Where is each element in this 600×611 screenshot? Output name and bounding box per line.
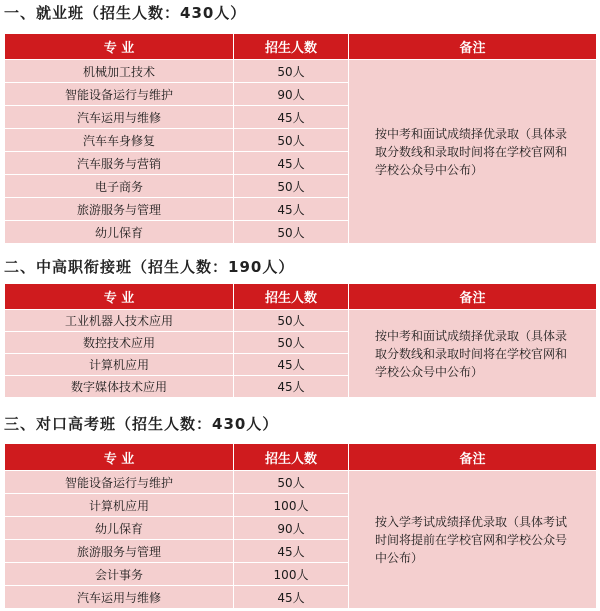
major-name: 幼儿保育 bbox=[5, 221, 234, 244]
header-major: 专 业 bbox=[5, 34, 234, 60]
enrollment-count: 45人 bbox=[234, 376, 349, 398]
major-name: 计算机应用 bbox=[5, 354, 234, 376]
enrollment-count: 45人 bbox=[234, 540, 349, 563]
major-name: 数控技术应用 bbox=[5, 332, 234, 354]
table-header-row bbox=[5, 444, 597, 471]
header-note: 备注 bbox=[349, 284, 597, 310]
major-name: 幼儿保育 bbox=[5, 517, 234, 540]
header-note: 备注 bbox=[349, 444, 597, 471]
employment-class-table bbox=[4, 33, 597, 244]
header-count: 招生人数 bbox=[234, 444, 349, 471]
enrollment-count: 50人 bbox=[234, 332, 349, 354]
enrollment-count: 50人 bbox=[234, 175, 349, 198]
header-major: 专 业 bbox=[5, 444, 234, 471]
header-major: 专 业 bbox=[5, 284, 234, 310]
enrollment-count: 100人 bbox=[234, 494, 349, 517]
table-row bbox=[5, 310, 597, 332]
major-name: 旅游服务与管理 bbox=[5, 198, 234, 221]
admission-note: 按中考和面试成绩择优录取（具体录取分数线和录取时间将在学校官网和学校公众号中公布） bbox=[349, 60, 597, 244]
major-name: 工业机器人技术应用 bbox=[5, 310, 234, 332]
major-name: 电子商务 bbox=[5, 175, 234, 198]
major-name: 旅游服务与管理 bbox=[5, 540, 234, 563]
major-name: 智能设备运行与维护 bbox=[5, 83, 234, 106]
major-name: 机械加工技术 bbox=[5, 60, 234, 83]
enrollment-count: 100人 bbox=[234, 563, 349, 586]
major-name: 数字媒体技术应用 bbox=[5, 376, 234, 398]
enrollment-count: 45人 bbox=[234, 198, 349, 221]
section-title-employment: 一、就业班（招生人数：430人） bbox=[4, 4, 247, 22]
enrollment-count: 45人 bbox=[234, 106, 349, 129]
header-count: 招生人数 bbox=[234, 284, 349, 310]
header-count: 招生人数 bbox=[234, 34, 349, 60]
major-name: 汽车运用与维修 bbox=[5, 586, 234, 609]
major-name: 计算机应用 bbox=[5, 494, 234, 517]
college-entrance-class-table bbox=[4, 443, 597, 609]
major-name: 智能设备运行与维护 bbox=[5, 471, 234, 494]
admission-note: 按入学考试成绩择优录取（具体考试时间将提前在学校官网和学校公众号中公布） bbox=[349, 471, 597, 609]
enrollment-count: 50人 bbox=[234, 310, 349, 332]
admission-note: 按中考和面试成绩择优录取（具体录取分数线和录取时间将在学校官网和学校公众号中公布） bbox=[349, 310, 597, 398]
header-note: 备注 bbox=[349, 34, 597, 60]
table-row bbox=[5, 60, 597, 83]
enrollment-count: 90人 bbox=[234, 517, 349, 540]
vocational-bridge-class-table bbox=[4, 283, 597, 398]
enrollment-count: 50人 bbox=[234, 129, 349, 152]
enrollment-count: 50人 bbox=[234, 221, 349, 244]
major-name: 汽车服务与营销 bbox=[5, 152, 234, 175]
major-name: 汽车运用与维修 bbox=[5, 106, 234, 129]
section-title-college-entrance: 三、对口高考班（招生人数：430人） bbox=[4, 415, 279, 433]
table-row bbox=[5, 471, 597, 494]
enrollment-count: 45人 bbox=[234, 354, 349, 376]
major-name: 会计事务 bbox=[5, 563, 234, 586]
enrollment-count: 50人 bbox=[234, 471, 349, 494]
section-title-vocational-bridge: 二、中高职衔接班（招生人数：190人） bbox=[4, 258, 295, 276]
table-header-row bbox=[5, 34, 597, 60]
enrollment-count: 45人 bbox=[234, 152, 349, 175]
table-header-row bbox=[5, 284, 597, 310]
enrollment-count: 45人 bbox=[234, 586, 349, 609]
enrollment-count: 90人 bbox=[234, 83, 349, 106]
enrollment-count: 50人 bbox=[234, 60, 349, 83]
major-name: 汽车车身修复 bbox=[5, 129, 234, 152]
